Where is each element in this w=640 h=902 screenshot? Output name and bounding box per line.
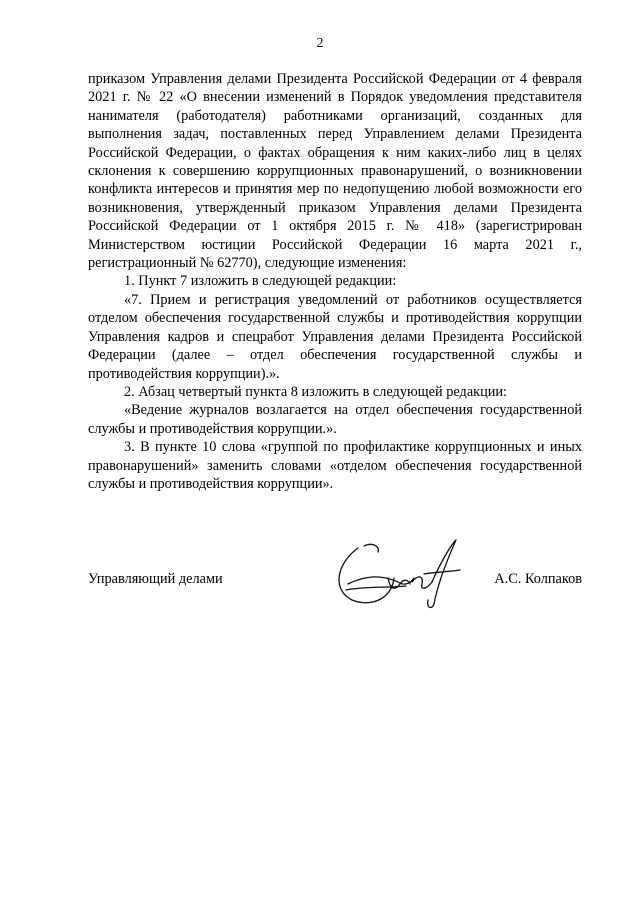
paragraph-item-2-text: «Ведение журналов возлагается на отдел обеспечения государственной службы и противодействия коррупции.». [88, 402, 582, 437]
signer-title: Управляющий делами [88, 571, 223, 587]
paragraph-intro: приказом Управления делами Президента Российской Федерации от 4 февраля 2021 г. № 22 «О внесении изменений в Порядок уведомления представителя нанимателя (работодателя) работниками организаций, созданных для выполнения задач, поставленных перед Управлением делами Президента Российской Федерации, о фактах обращения к ним каких-либо лиц в целях склонения к совершению коррупционных правонарушений, о возникновении конфликта интересов и принятия мер по недопущению любой возможности его возникновения, утвержденный приказом Управления делами Президента Российской Федерации от 1 октября 2015 г. № 418» (зарегистрирован Министерством юстиции Российской Федерации 16 марта 2021 г., регистрационный № 62770), следующие изменения: [88, 71, 582, 272]
document-body [88, 70, 582, 493]
paragraph-item-2: 2. Абзац четвертый пункта 8 изложить в следующей редакции: [124, 383, 508, 400]
paragraph-item-3: 3. В пункте 10 слова «группой по профилактике коррупционных и иных правонарушений» заменить словами «отделом обеспечения государственной службы и противодействия коррупции». [88, 439, 582, 492]
paragraph-item-1: 1. Пункт 7 изложить в следующей редакции: [124, 273, 397, 290]
page-number: 2 [316, 36, 324, 51]
paragraph-item-1-text: «7. Прием и регистрация уведомлений от работников осуществляется отделом обеспечения государственной службы и противодействия коррупции Управления кадров и спецработ Управления делами Президента Российской Федерации (далее – отдел обеспечения государственной службы и противодействия коррупции).». [88, 291, 582, 382]
signer-name: А.С. Колпаков [494, 571, 582, 587]
signature-block [88, 534, 582, 624]
handwritten-signature-icon [328, 534, 468, 614]
